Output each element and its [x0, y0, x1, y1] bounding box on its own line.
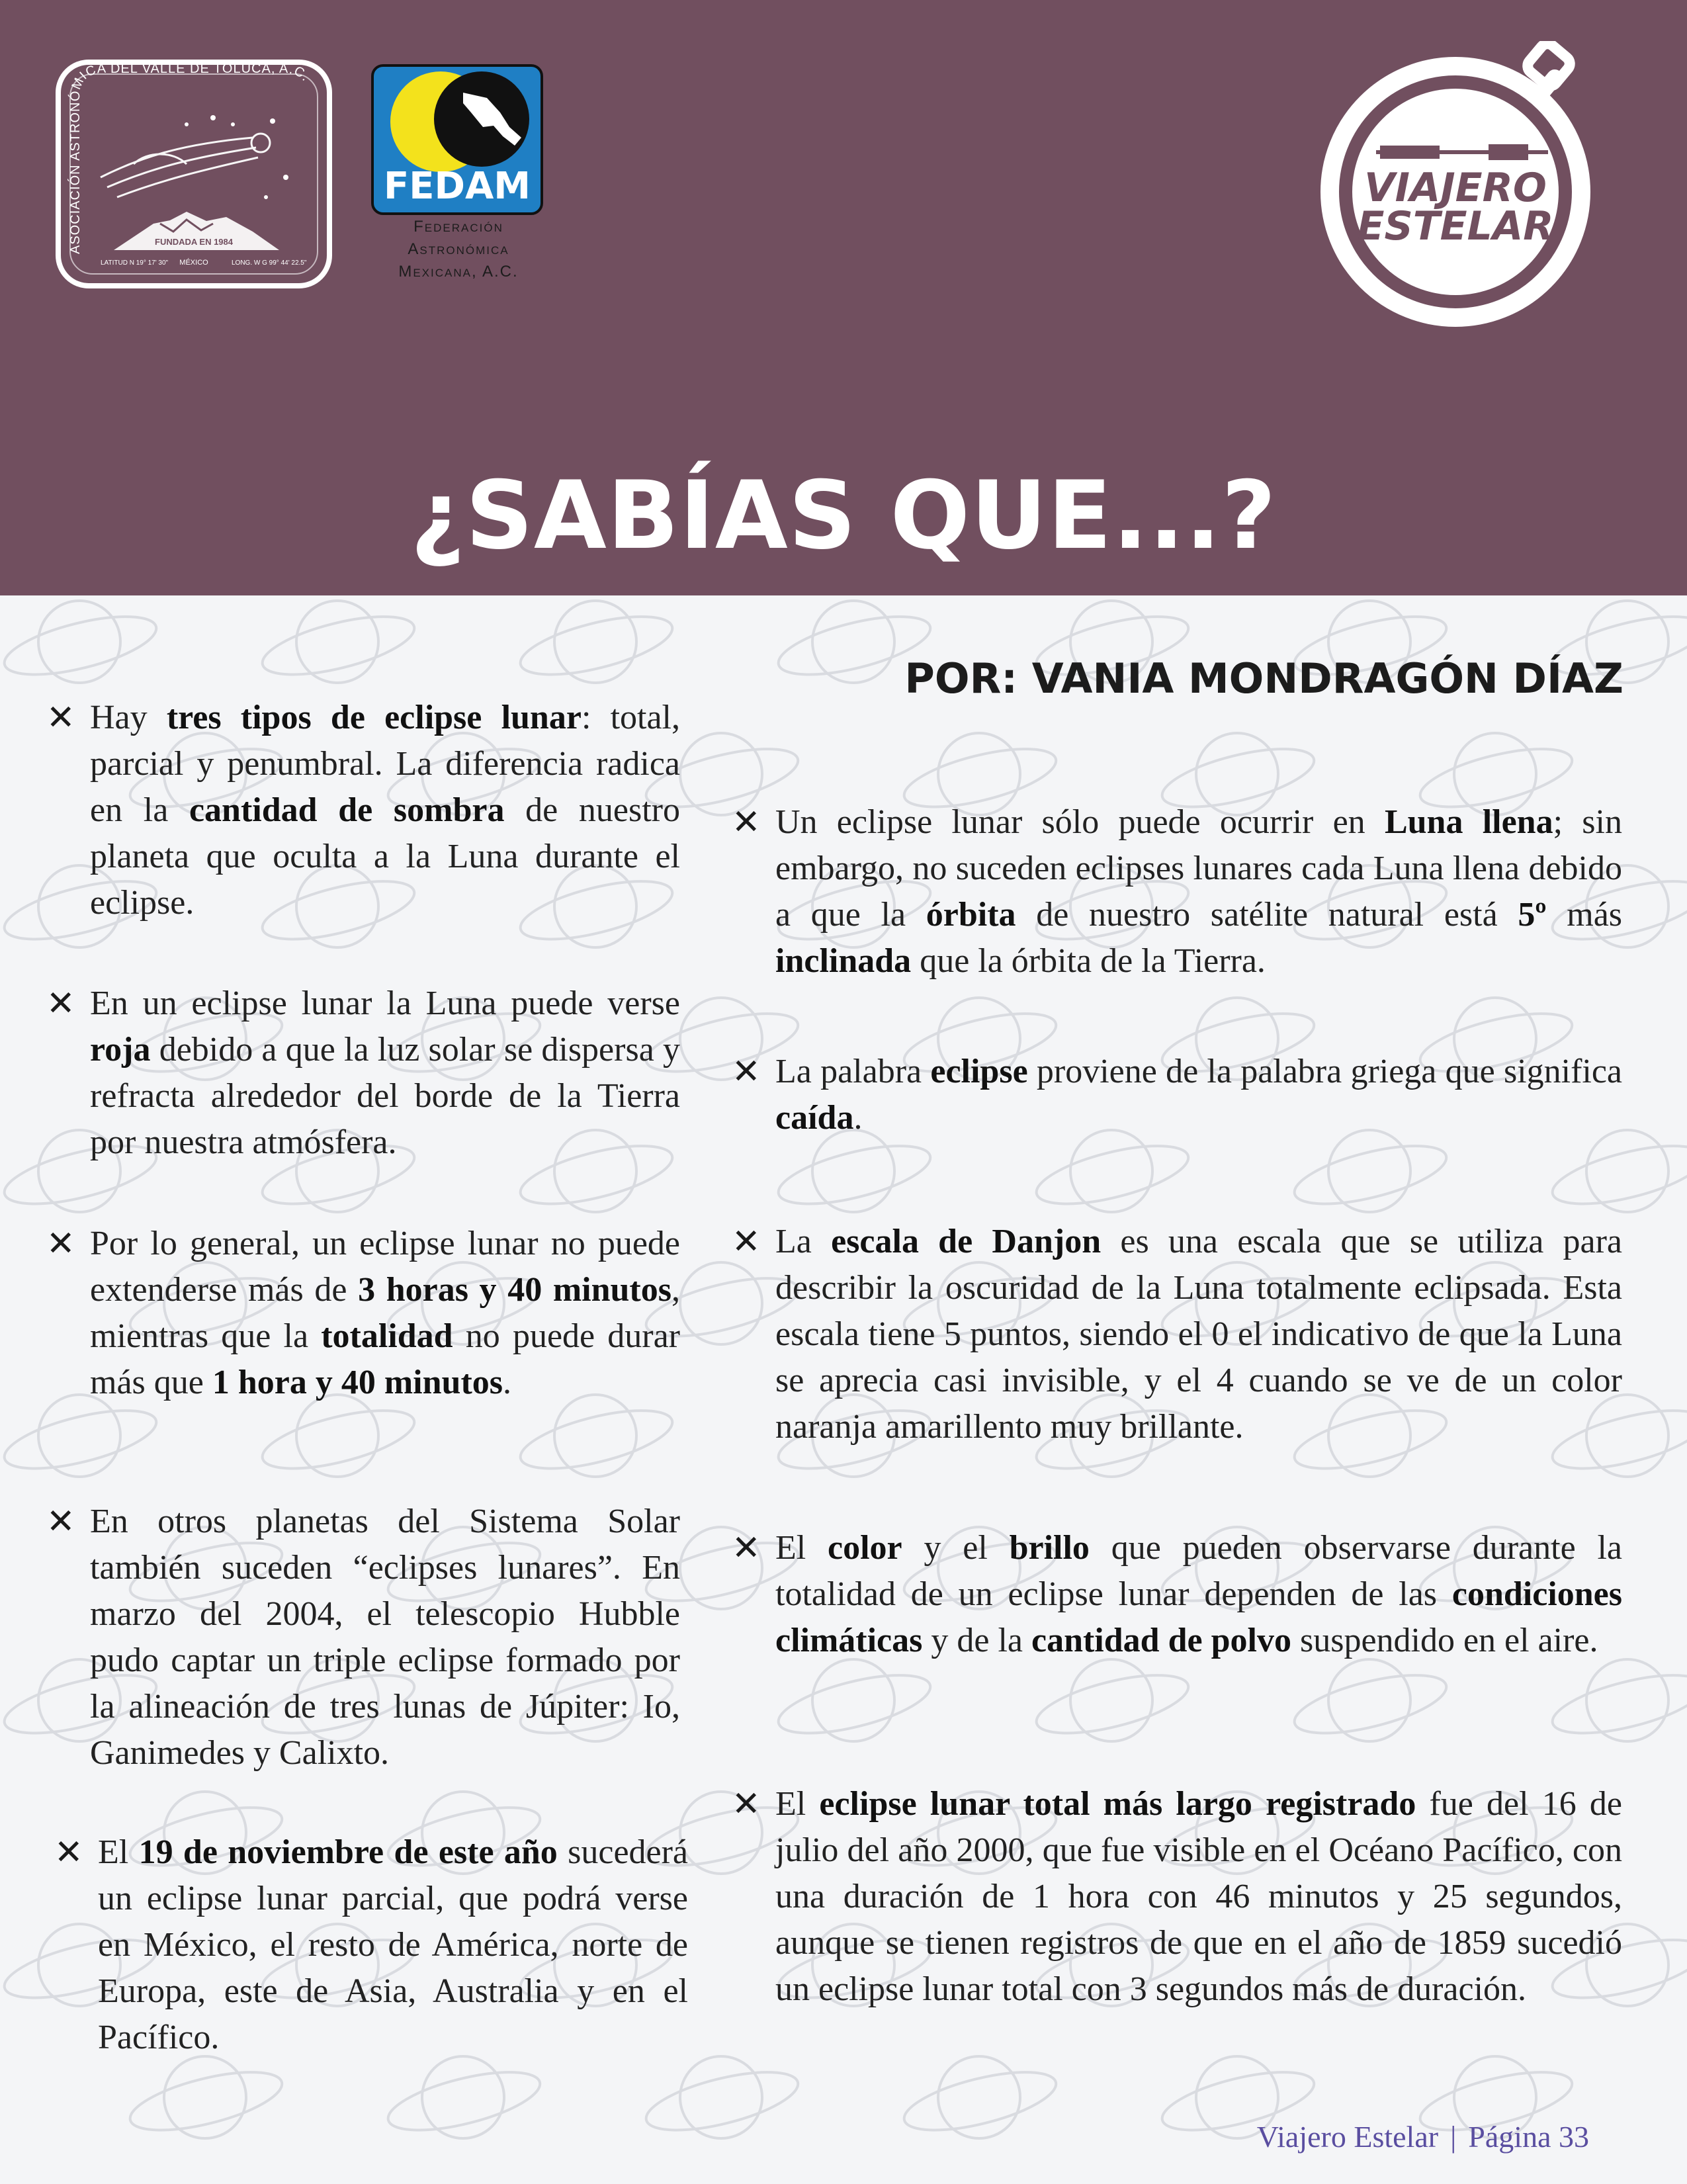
ringed-planet-icon: [1289, 1659, 1451, 1745]
fact-text: que la órbita de la Tierra.: [911, 942, 1266, 980]
fact-highlight: cantidad de sombra: [189, 791, 505, 829]
fact-text: , mientras que la: [90, 1271, 680, 1355]
fact-text: y de la: [922, 1622, 1031, 1659]
fact-item: [46, 1499, 680, 1776]
x-cross-icon: ✕: [46, 698, 75, 738]
x-cross-icon: ✕: [732, 1222, 761, 1262]
fact-item: [54, 1829, 689, 2061]
ringed-planet-icon: [773, 1659, 935, 1745]
fact-highlight: eclipse: [930, 1053, 1028, 1090]
x-cross-icon: ✕: [46, 1224, 75, 1264]
ringed-planet-icon: [515, 1395, 677, 1480]
fact-text: sucederá un eclipse lunar parcial, que podrá verse en México, el resto de América, norte de Europa, este de Asia, Australia y en el Pacífico.: [98, 1833, 689, 2056]
fact-item: [732, 1781, 1622, 2013]
ringed-planet-icon: [257, 1395, 419, 1480]
ringed-planet-icon: [1547, 1130, 1687, 1215]
page-title: ¿SABÍAS QUE...?: [410, 461, 1277, 570]
avt-logo: [54, 58, 333, 290]
fact-text: El: [775, 1785, 820, 1823]
fact-highlight: inclinada: [775, 942, 912, 980]
fact-item: [46, 1221, 680, 1406]
avt-country: MÉXICO: [179, 259, 208, 267]
ringed-planet-icon: [899, 2056, 1061, 2142]
ringed-planet-icon: [641, 2056, 803, 2142]
x-cross-icon: ✕: [732, 1052, 761, 1092]
fact-text: En un eclipse lunar la Luna puede verse: [90, 984, 680, 1022]
avt-longitude: LONG. W G 99° 44' 22.5": [232, 259, 307, 267]
fact-highlight: roja: [90, 1031, 151, 1069]
avt-ring-text: ASOCIACIÓN ASTRONÓMICA DEL VALLE DE TOLUCA, A.C.: [67, 61, 314, 254]
fedam-acronym: FEDAM: [383, 165, 531, 208]
fact-text: es una escala que se utiliza para describir la oscuridad de la Luna totalmente eclipsada. Esta escala tiene 5 puntos, siendo el 0 el indicativo de que la Luna se aprecia casi invisible, y el 4 cuando se ve de un color naranja amarillento muy brillante.: [775, 1223, 1622, 1446]
fact-highlight: condiciones climáticas: [775, 1575, 1622, 1659]
fact-highlight: 19 de noviembre de este año: [138, 1833, 558, 1871]
fact-highlight: 1 hora y 40 minutos: [212, 1364, 503, 1401]
fact-text: proviene de la palabra griega que significa: [1027, 1053, 1622, 1090]
viajero-estelar-logo: [1317, 41, 1614, 339]
author-byline: POR: VANIA MONDRAGÓN DÍAZ: [904, 654, 1623, 703]
fact-item: [732, 1219, 1622, 1450]
fact-text: fue del 16 de julio del año 2000, que fue visible en el Océano Pacífico, con una duración de 1 hora con 46 minutos y 25 segundos, aunque se tienen registros de que en el año de 1859 sucedió un eclipse lunar total con 3 segundos más de duración.: [775, 1785, 1622, 2008]
fact-highlight: color: [828, 1529, 902, 1567]
header-banner: [0, 0, 1687, 595]
ringed-planet-icon: [1289, 1130, 1451, 1215]
fact-highlight: cantidad de polvo: [1031, 1622, 1291, 1659]
page-footer: [1257, 2117, 1589, 2157]
x-cross-icon: ✕: [732, 1528, 761, 1568]
fact-text: no puede durar más que: [90, 1317, 680, 1401]
fact-highlight: escala de Danjon: [831, 1223, 1102, 1260]
fact-highlight: eclipse lunar total más largo registrado: [819, 1785, 1416, 1823]
fact-text: Hay: [90, 699, 167, 736]
viajero-line2: ESTELAR: [1357, 203, 1554, 249]
viajero-line1: VIAJERO: [1364, 165, 1547, 211]
ringed-planet-icon: [1547, 1659, 1687, 1745]
fact-highlight: brillo: [1009, 1529, 1090, 1567]
ringed-planet-icon: [1031, 1130, 1193, 1215]
ringed-planet-icon: [0, 601, 161, 686]
fact-text: suspendido en el aire.: [1291, 1622, 1598, 1659]
fact-text: La: [775, 1223, 832, 1260]
x-cross-icon: ✕: [732, 803, 761, 842]
fact-item: [732, 1049, 1622, 1141]
fact-text: ; sin embargo, no suceden eclipses lunares cada Luna llena debido a que la: [775, 803, 1622, 934]
ringed-planet-icon: [125, 2056, 287, 2142]
fact-text: de nuestro satélite natural está: [1016, 896, 1518, 934]
x-cross-icon: ✕: [46, 1502, 75, 1542]
x-cross-icon: ✕: [46, 984, 75, 1024]
fact-text: La palabra: [775, 1053, 931, 1090]
fact-highlight: caída: [775, 1099, 854, 1137]
fact-text: que pueden observarse durante la totalidad de un eclipse lunar dependen de las: [775, 1529, 1623, 1613]
fact-highlight: 5º: [1518, 896, 1547, 934]
ringed-planet-icon: [773, 1130, 935, 1215]
fact-text: .: [853, 1099, 863, 1137]
fact-highlight: totalidad: [321, 1317, 453, 1355]
fedam-name: Federación Astronómica Mexicana, A.C.: [398, 218, 519, 281]
ringed-planet-icon: [1031, 1659, 1193, 1745]
x-cross-icon: ✕: [732, 1784, 761, 1824]
fact-text: Por lo general, un eclipse lunar no puede extenderse más de: [90, 1225, 680, 1309]
avt-founded: FUNDADA EN 1984: [155, 237, 233, 247]
fact-text: debido a que la luz solar se dispersa y refracta alrededor del borde de la Tierra por nuestra atmósfera.: [90, 1031, 680, 1161]
fact-text: de nuestro planeta que oculta a la Luna durante el eclipse.: [90, 791, 680, 922]
footer-separator: |: [1450, 2120, 1457, 2154]
fact-text: El: [98, 1833, 139, 1871]
x-cross-icon: ✕: [54, 1833, 83, 1872]
fact-highlight: órbita: [926, 896, 1016, 934]
fact-text: : total, parcial y penumbral. La diferencia radica en la: [90, 699, 680, 829]
fact-item: [732, 799, 1623, 984]
fedam-logo: [370, 64, 544, 216]
fact-highlight: tres tipos de eclipse lunar: [166, 699, 582, 736]
fact-text: .: [503, 1364, 511, 1401]
fact-item: [46, 695, 680, 926]
ringed-planet-icon: [383, 2056, 545, 2142]
fact-text: y el: [902, 1529, 1010, 1567]
fact-text: más: [1546, 896, 1623, 934]
ringed-planet-icon: [257, 601, 419, 686]
ringed-planet-icon: [0, 1395, 161, 1480]
footer-publication: Viajero Estelar: [1256, 2120, 1439, 2154]
avt-latitude: LATITUD N 19° 17' 30": [101, 259, 169, 267]
fact-item: [732, 1525, 1623, 1664]
fact-text: Un eclipse lunar sólo puede ocurrir en: [775, 803, 1385, 841]
fact-text: El: [775, 1529, 828, 1567]
fact-highlight: 3 horas y 40 minutos: [358, 1271, 671, 1309]
ringed-planet-icon: [515, 601, 677, 686]
footer-page-number: Página 33: [1468, 2120, 1589, 2154]
fact-highlight: Luna llena: [1384, 803, 1553, 841]
fact-item: [46, 981, 680, 1166]
fact-text: En otros planetas del Sistema Solar también suceden “eclipses lunares”. En marzo del 2004, el telescopio Hubble pudo captar un triple eclipse formado por la alineación de tres lunas de Júpiter: Io, Ganimedes y Calixto.: [90, 1503, 680, 1772]
